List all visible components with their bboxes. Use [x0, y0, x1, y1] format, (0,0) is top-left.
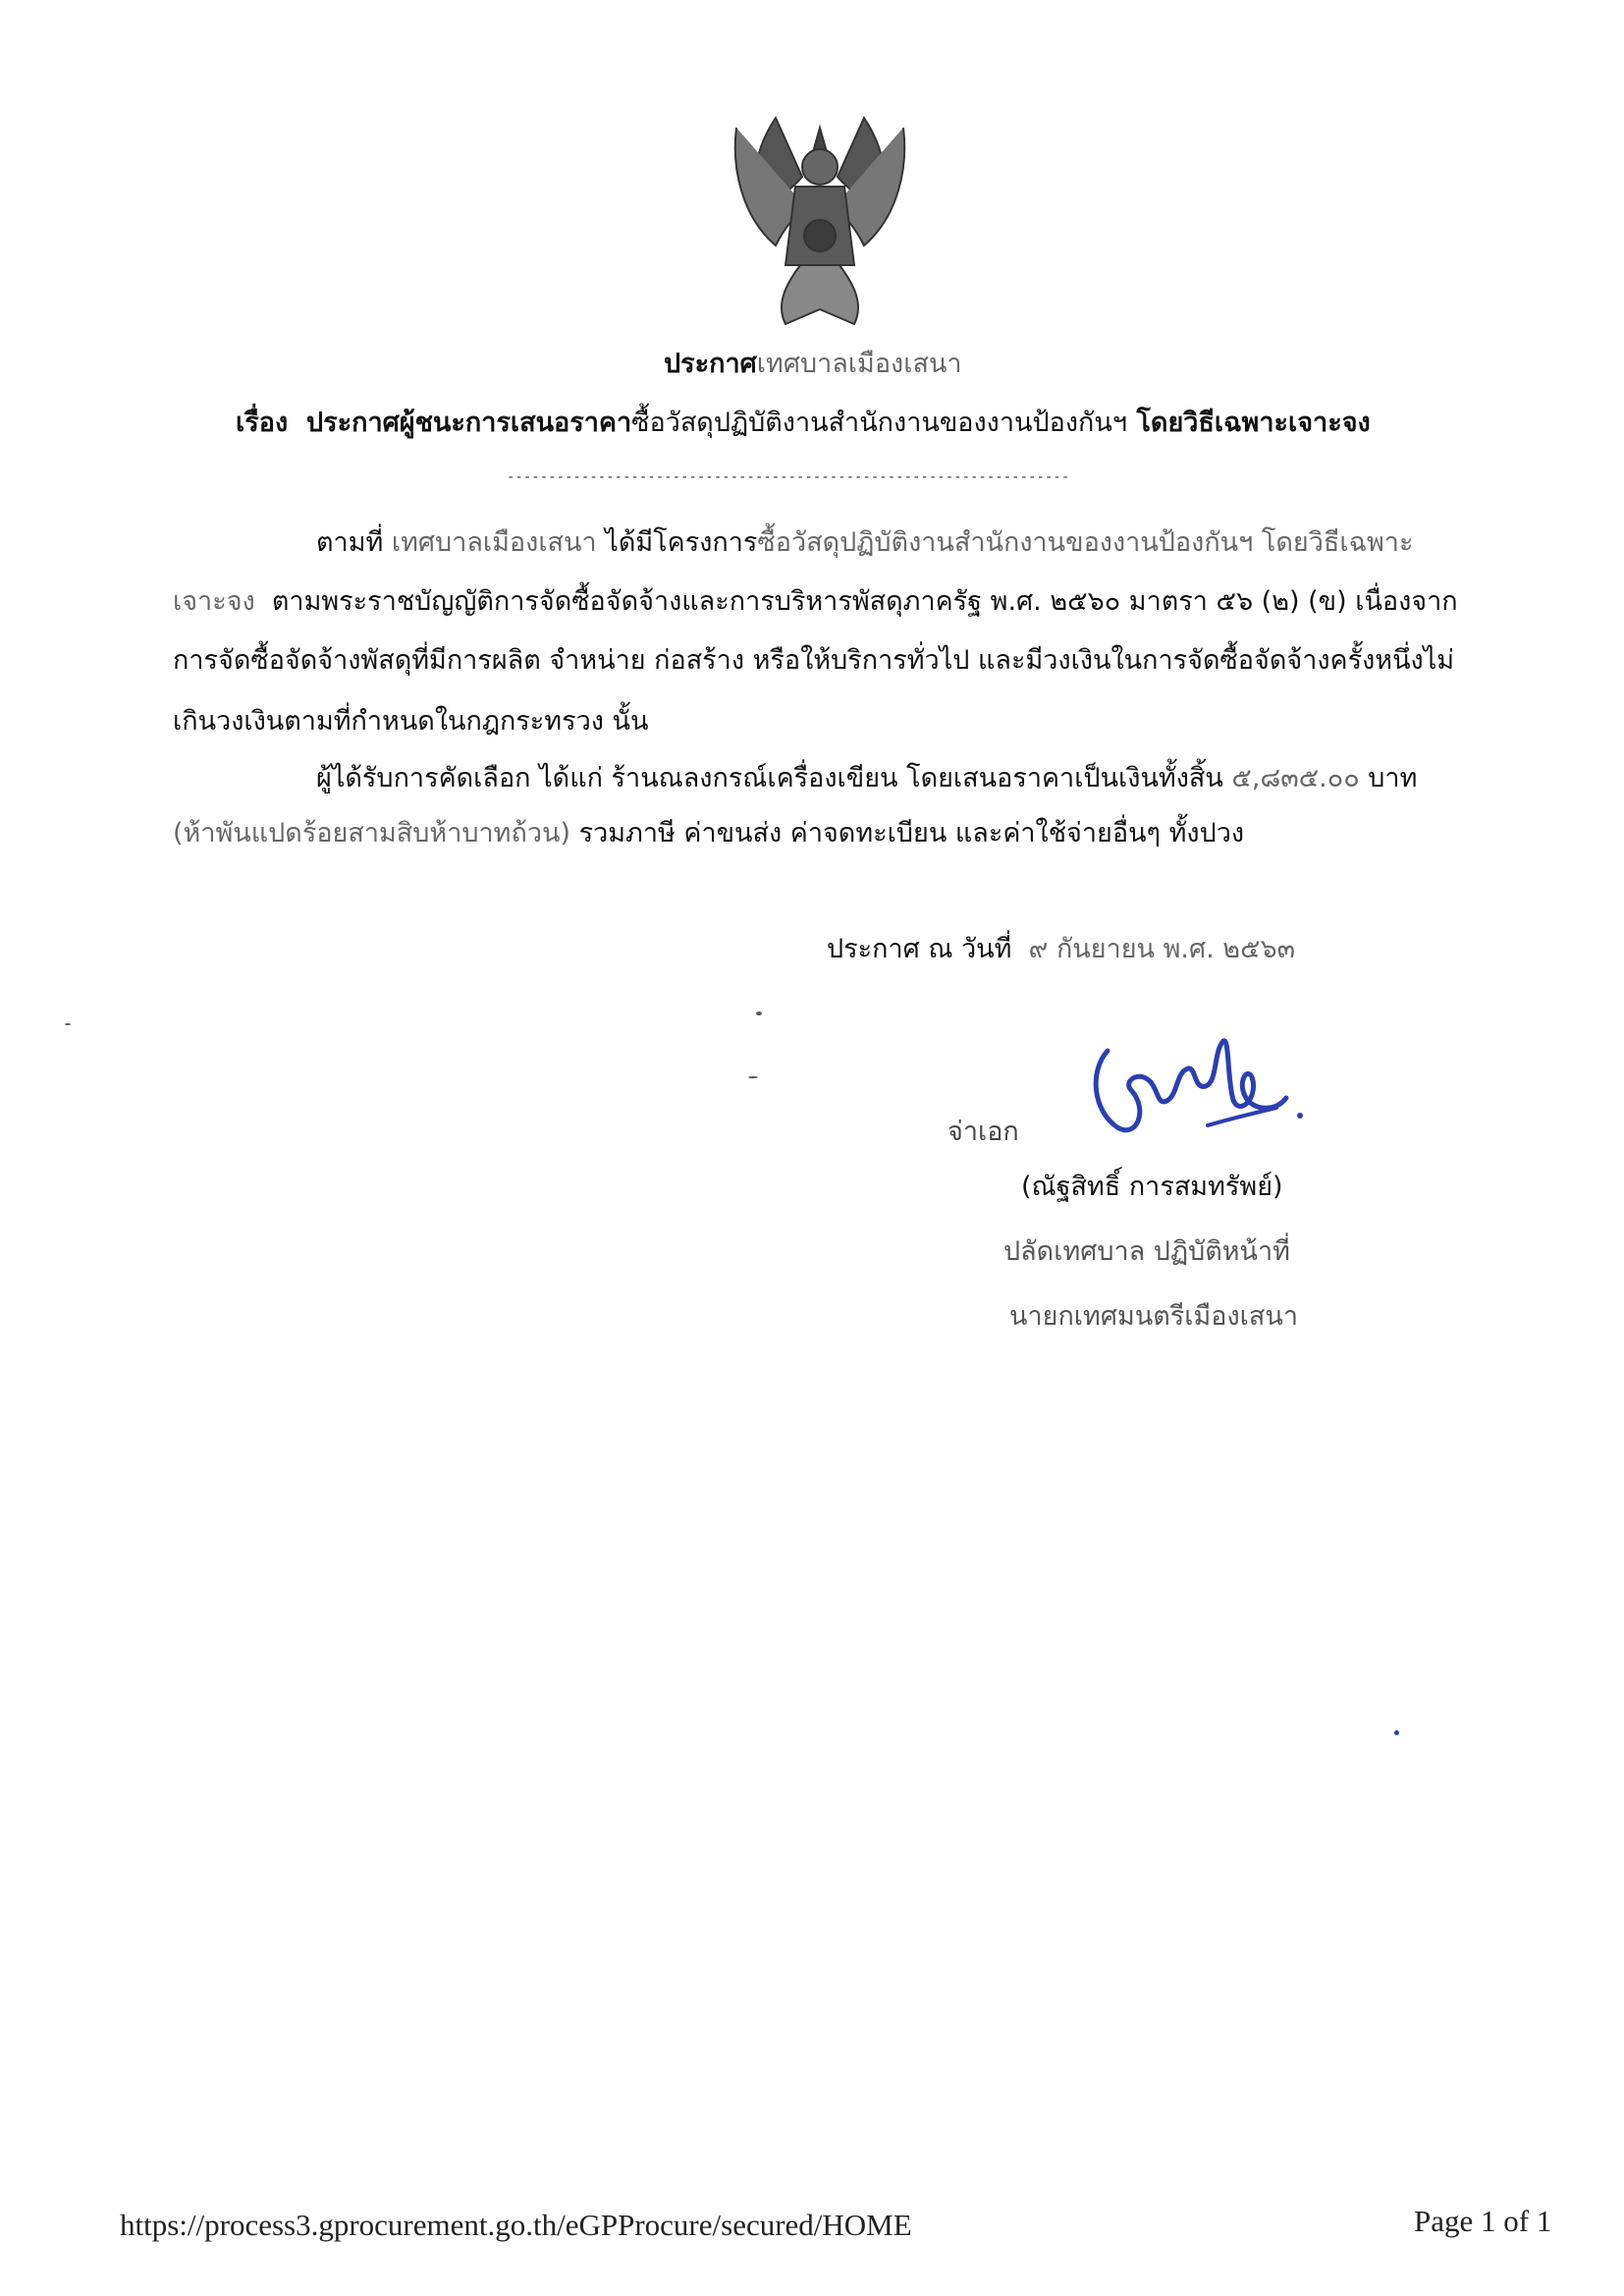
- paragraph2-line2: [173, 811, 1244, 853]
- footer-url: https://process3.gprocurement.go.th/eGPProcure/secured/HOME: [120, 2208, 912, 2242]
- signer-position1: ปลัดเทศบาล ปฏิบัติหน้าที่: [1003, 1236, 1290, 1267]
- paragraph1-line4: เกินวงเงินตามที่กำหนดในกฎกระทรวง นั้น: [173, 706, 649, 737]
- scan-speck: [756, 1011, 762, 1015]
- garuda-emblem-icon: [717, 108, 923, 334]
- announce-label: ประกาศ ณ วันที่: [827, 934, 1012, 964]
- subject-method: โดยวิธีเฉพาะเจาะจง: [1136, 408, 1371, 438]
- signer-rank: จ่าเอก: [947, 1117, 1019, 1147]
- p2-l2-b: รวมภาษี ค่าขนส่ง ค่าจดทะเบียน และค่าใช้จ่ายอื่นๆ ทั้งปวง: [578, 818, 1245, 848]
- signer-name: (ณัฐสิทธิ์ การสมทรัพย์): [1021, 1172, 1283, 1202]
- scan-speck: [65, 1023, 71, 1025]
- p1-l1-a: ตามที่: [316, 527, 384, 558]
- p2-l1-c: บาท: [1368, 763, 1418, 793]
- subject-line: [236, 401, 1371, 443]
- separator-line: --------------------------------------------------------------------: [507, 469, 1070, 485]
- p1-l2-a: เจาะจง: [173, 586, 255, 617]
- p1-l1-b: เทศบาลเมืองเสนา: [391, 527, 597, 558]
- signer-position2: นายกเทศมนตรีเมืองเสนา: [1009, 1301, 1298, 1332]
- p2-l1-a: ผู้ได้รับการคัดเลือก ได้แก่ ร้านณลงกรณ์เครื่องเขียน โดยเสนอราคาเป็นเงินทั้งสิ้น: [316, 763, 1223, 793]
- paragraph1-line3: การจัดซื้อจัดจ้างพัสดุที่มีการผลิต จำหน่าย ก่อสร้าง หรือให้บริการทั่วไป และมีวงเงินในการจัดซื้อจัดจ้างครั้งหนึ่งไม่: [173, 645, 1455, 676]
- announce-date: ๙ กันยายน พ.ศ. ๒๕๖๓: [1028, 934, 1296, 964]
- p2-l2-a: (ห้าพันแปดร้อยสามสิบห้าบาทถ้วน): [173, 818, 570, 848]
- footer-page-number: Page 1 of 1: [1414, 2204, 1552, 2238]
- p1-l2-b: ตามพระราชบัญญัติการจัดซื้อจัดจ้างและการบริหารพัสดุภาครัฐ พ.ศ. ๒๕๖๐ มาตรา ๕๖ (๒) (ข) เนื่องจาก: [271, 586, 1458, 617]
- p1-l1-d: ซื้อวัสดุปฏิบัติงานสำนักงานของงานป้องกันฯ โดยวิธีเฉพาะ: [757, 527, 1414, 558]
- title-org: เทศบาลเมืองเสนา: [756, 349, 962, 379]
- title-prefix: ประกาศ: [664, 349, 757, 379]
- p2-l1-b: ๕,๘๓๕.๐๐: [1231, 763, 1360, 793]
- paragraph2-line1: [316, 756, 1417, 798]
- announcement-date-line: [827, 927, 1295, 969]
- scan-speck: [748, 1076, 758, 1078]
- scan-speck: [1394, 1730, 1399, 1735]
- subject-label: เรื่อง: [236, 408, 289, 438]
- paragraph1-line1: [316, 520, 1413, 563]
- announcement-title: [664, 342, 962, 384]
- subject-prefix: ประกาศผู้ชนะการเสนอราคา: [305, 408, 632, 438]
- handwritten-signature-icon: [1080, 1021, 1306, 1149]
- subject-project: ซื้อวัสดุปฏิบัติงานสำนักงานของงานป้องกันฯ: [631, 408, 1127, 438]
- paragraph1-line2: [173, 579, 1458, 622]
- p1-l1-c: ได้มีโครงการ: [605, 527, 758, 558]
